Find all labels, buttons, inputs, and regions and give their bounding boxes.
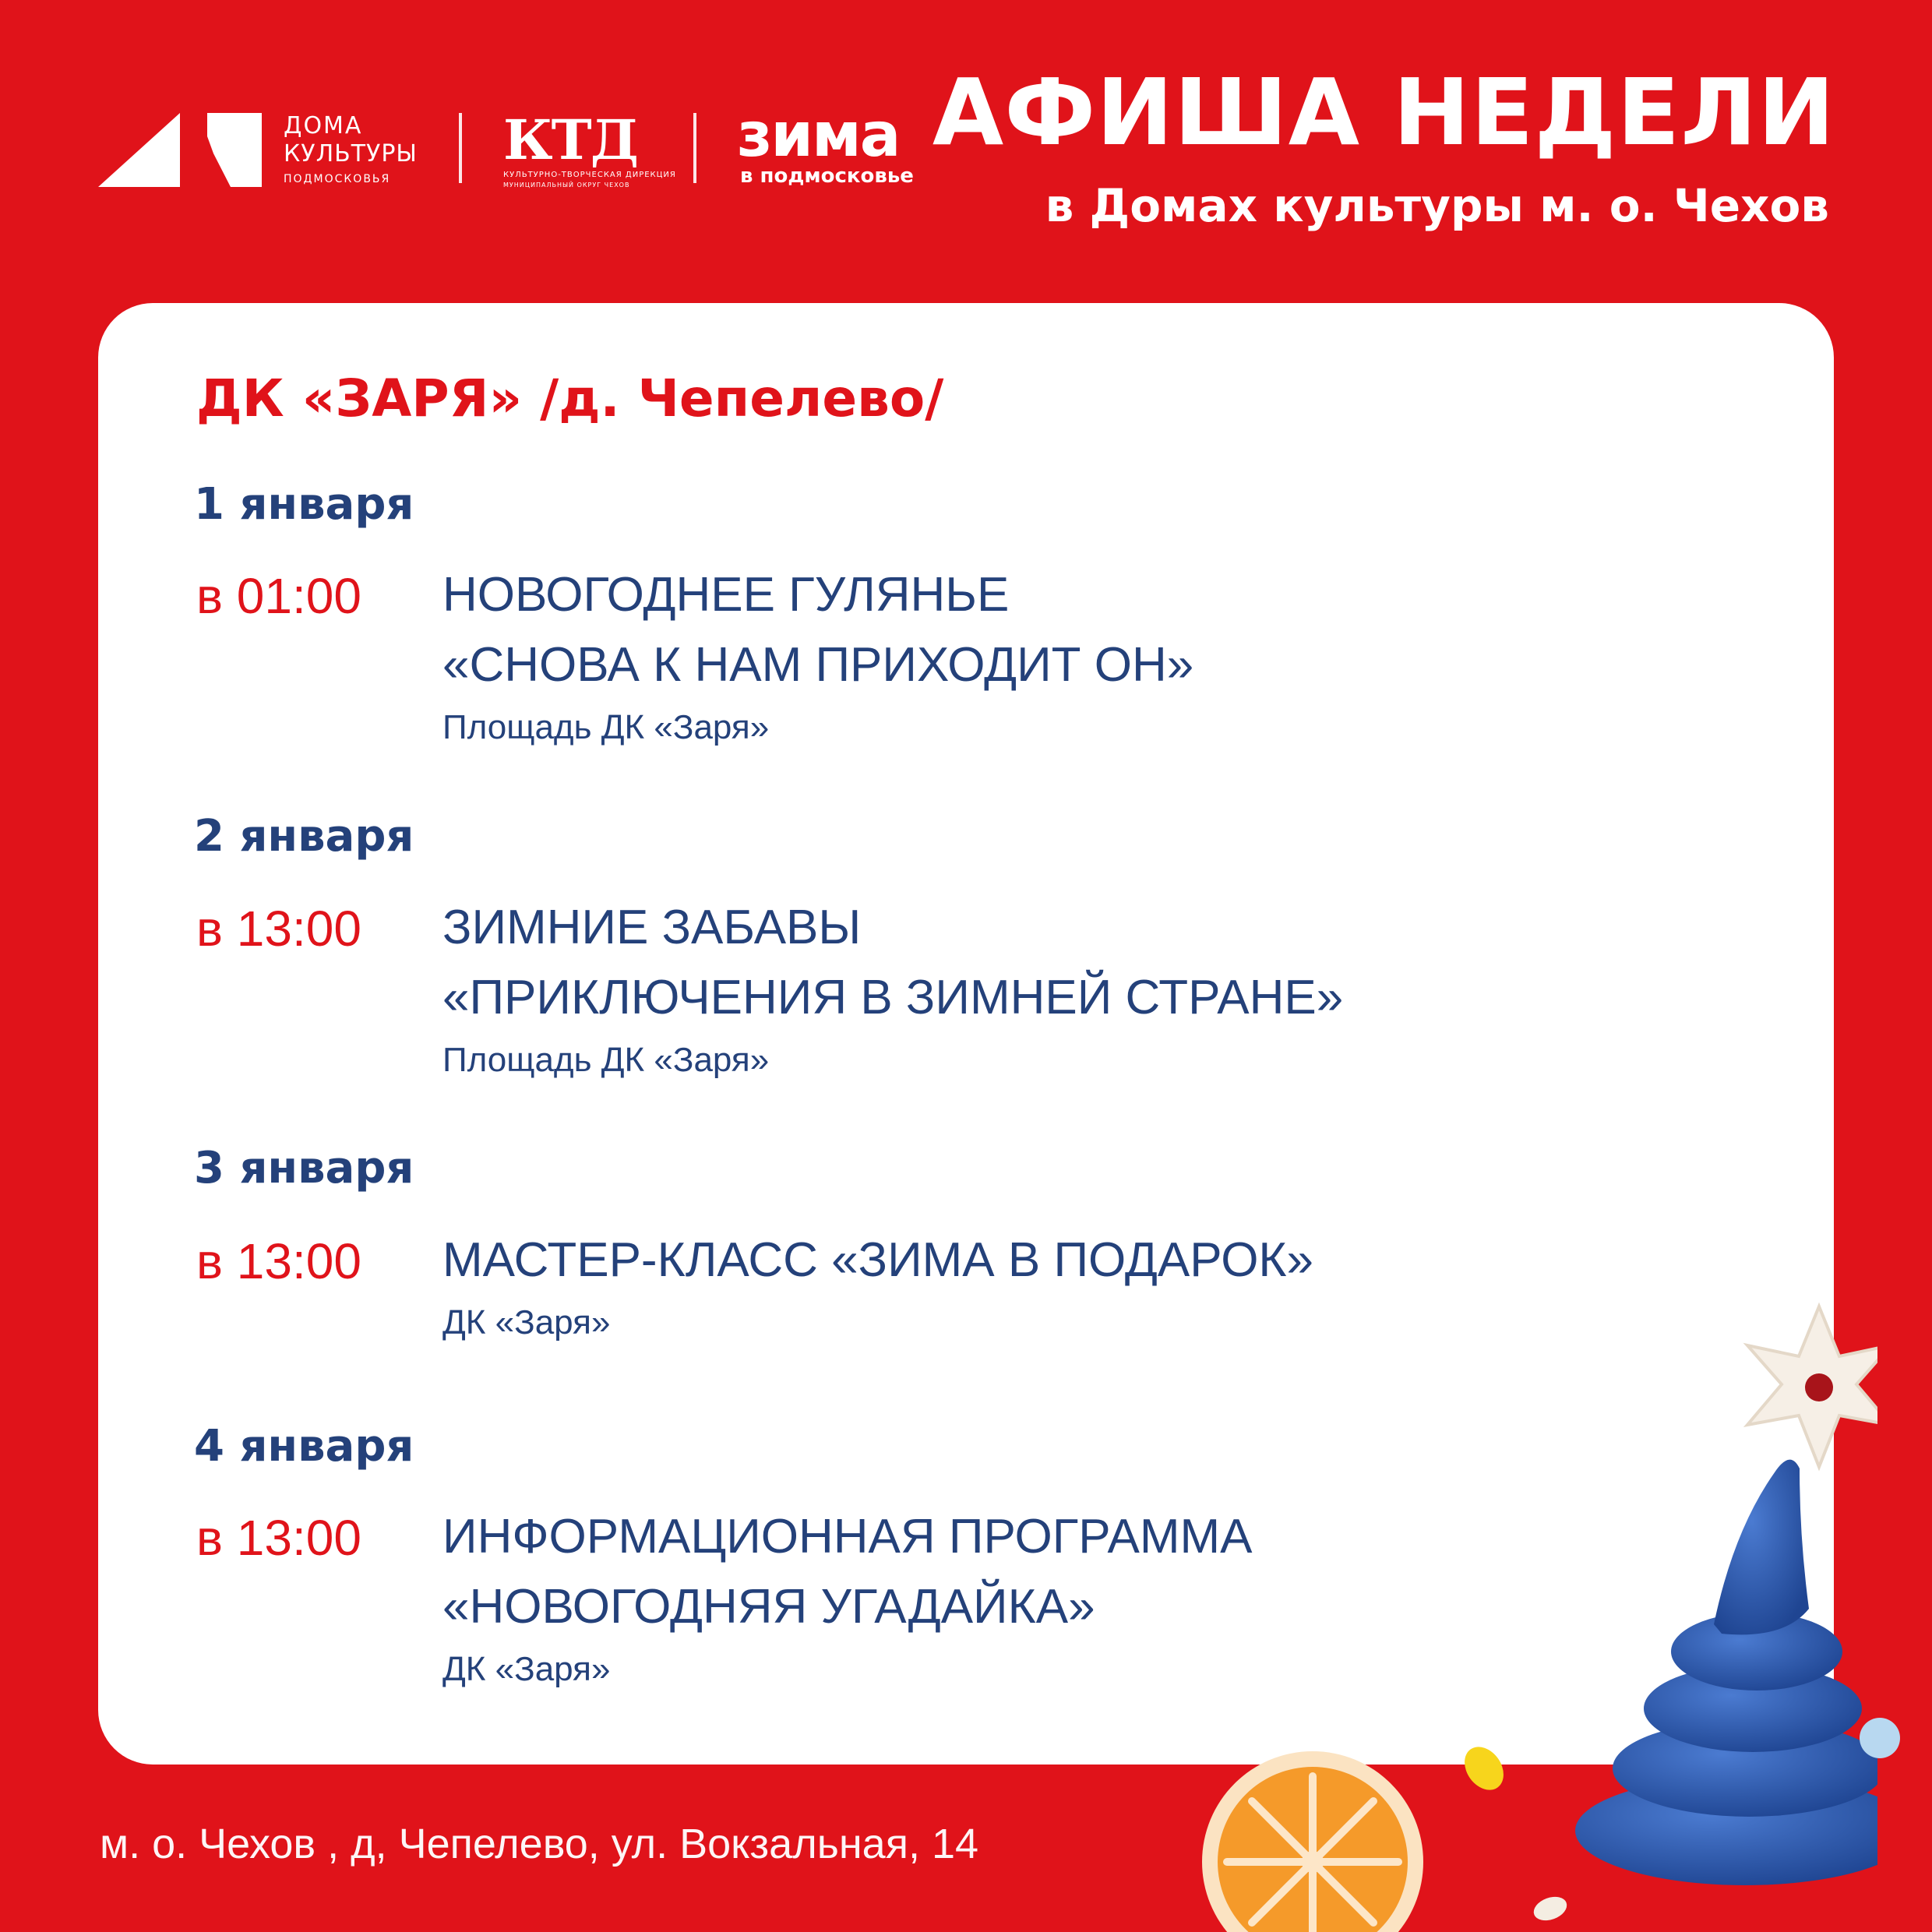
orange-slice-icon bbox=[1196, 1745, 1430, 1932]
star-icon bbox=[1747, 1306, 1877, 1467]
logo-divider bbox=[459, 113, 462, 183]
zima-logo-main: зима bbox=[737, 100, 900, 171]
dk-logo-text bbox=[284, 113, 418, 185]
page-subtitle: в Домах культуры м. о. Чехов bbox=[1045, 179, 1829, 232]
zima-logo-sub: в подмосковье bbox=[740, 164, 914, 188]
event-title: МАСТЕР-КЛАСС «ЗИМА В ПОДАРОК» bbox=[442, 1233, 1314, 1287]
event-place: ДК «Заря» bbox=[442, 1303, 611, 1341]
ktd-logo-mark: КТД bbox=[503, 108, 638, 172]
footer-address: м. о. Чехов , д, Чепелево, ул. Вокзальная, 14 bbox=[100, 1821, 979, 1867]
day-heading: 3 января bbox=[194, 1143, 414, 1193]
event-place: Площадь ДК «Заря» bbox=[442, 1041, 770, 1079]
event-time: в 13:00 bbox=[196, 1233, 361, 1289]
event-time: в 01:00 bbox=[196, 568, 361, 624]
venue-title: ДК «ЗАРЯ» /д. Чепелево/ bbox=[196, 368, 944, 428]
confetti-icon bbox=[1523, 1885, 1578, 1932]
confetti-icon bbox=[1457, 1741, 1511, 1796]
dk-logo-line2: КУЛЬТУРЫ bbox=[284, 140, 418, 167]
page-title: АФИША НЕДЕЛИ bbox=[932, 58, 1835, 166]
event-title: «ПРИКЛЮЧЕНИЯ В ЗИМНЕЙ СТРАНЕ» bbox=[442, 971, 1344, 1024]
day-heading: 4 января bbox=[194, 1421, 414, 1472]
event-time: в 13:00 bbox=[196, 1510, 361, 1566]
confetti-icon bbox=[1853, 1711, 1907, 1765]
event-title: НОВОГОДНЕЕ ГУЛЯНЬЕ bbox=[442, 568, 1010, 622]
dk-logo-line3: ПОДМОСКОВЬЯ bbox=[284, 173, 391, 185]
logo-divider bbox=[693, 113, 696, 183]
event-title: ЗИМНИЕ ЗАБАВЫ bbox=[442, 901, 862, 954]
event-title: ИНФОРМАЦИОННАЯ ПРОГРАММА bbox=[442, 1510, 1253, 1564]
event-title: «НОВОГОДНЯЯ УГАДАЙКА» bbox=[442, 1580, 1095, 1634]
dk-logo-icon bbox=[98, 113, 270, 187]
event-place: ДК «Заря» bbox=[442, 1650, 611, 1688]
ktd-logo-line1: КУЛЬТУРНО-ТВОРЧЕСКАЯ ДИРЕКЦИЯ bbox=[503, 171, 676, 179]
christmas-tree-icon bbox=[1566, 1282, 1877, 1905]
event-title: «СНОВА К НАМ ПРИХОДИТ ОН» bbox=[442, 638, 1194, 692]
dk-logo bbox=[98, 113, 425, 187]
ktd-logo-line2: МУНИЦИПАЛЬНЫЙ ОКРУГ ЧЕХОВ bbox=[503, 182, 630, 189]
dk-logo-line1: ДОМА bbox=[284, 112, 363, 139]
event-time: в 13:00 bbox=[196, 901, 361, 957]
event-place: Площадь ДК «Заря» bbox=[442, 708, 770, 746]
day-heading: 1 января bbox=[194, 479, 414, 530]
day-heading: 2 января bbox=[194, 811, 414, 862]
ktd-logo bbox=[503, 108, 676, 189]
zima-logo bbox=[737, 100, 914, 188]
